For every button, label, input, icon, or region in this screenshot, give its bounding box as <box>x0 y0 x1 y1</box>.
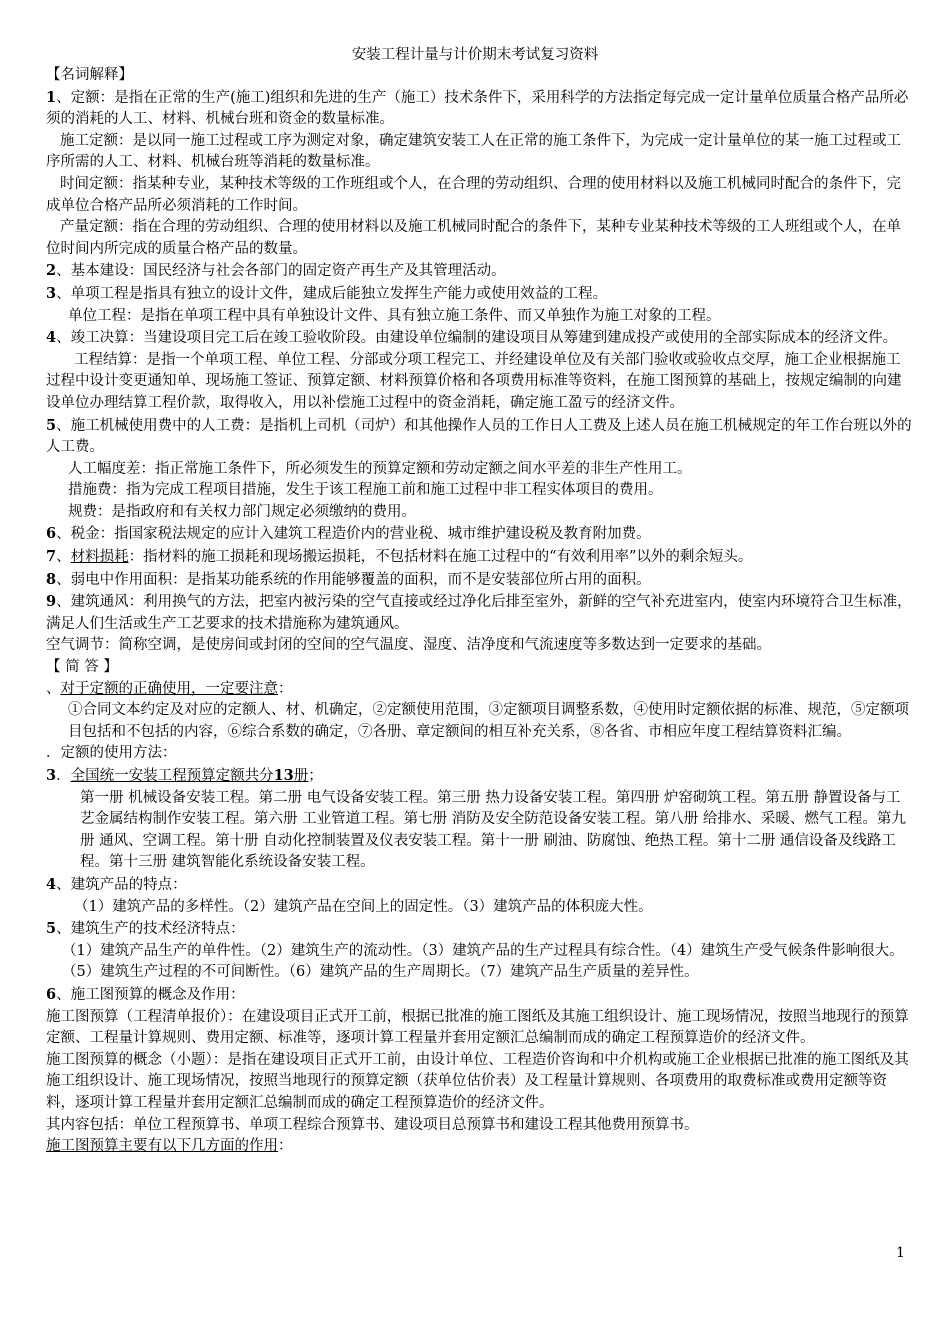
section-heading-short-answer: 【 简 答 】 <box>46 659 118 676</box>
paragraph: 空气调节：简称空调，是使房间或封闭的空间的空气温度、湿度、洁净度和气流速度等多数达到一定要求的基础。 <box>46 637 771 654</box>
answer: ①合同文本约定及对应的定额人、材、机确定，②定额使用范围，③定额项目调整系数，④使用时定额依据的标准、规范，⑤定额项目包括和不包括的内容，⑥综合系数的确定，⑦各册、章定额间的相互补充关系，⑧各省、市相应年度工程结算资料汇编。 <box>68 702 909 740</box>
question: ．定额的使用方法： <box>46 745 177 762</box>
paragraph: 规费：是指政府和有关权力部门规定必须缴纳的费用。 <box>68 503 416 520</box>
question: 5、建筑生产的技术经济特点： <box>46 920 245 938</box>
paragraph: 8、弱电中作用面积：是指某功能系统的作用能够覆盖的面积，而不是安装部位所占用的面积。 <box>46 570 651 588</box>
paragraph: 时间定额：指某种专业，某种技术等级的工作班组或个人，在合理的劳动组织、合理的使用材料以及施工机械同时配合的条件下，完成单位合格产品所必须消耗的工作时间。 <box>46 175 901 214</box>
paragraph: 单位工程：是指在单项工程中具有单独设计文件、具有独立施工条件、而又单独作为施工对象的工程。 <box>68 307 721 324</box>
answer: （1）建筑产品的多样性。（2）建筑产品在空间上的固定性。（3）建筑产品的体积庞大性。 <box>74 898 653 915</box>
answer: 第一册 机械设备安装工程。第二册 电气设备安装工程。第三册 热力设备安装工程。第四册 炉窑砌筑工程。第五册 静置设备与工艺金属结构制作安装工程。第六册 工业管道工程。第七册 消防及安全防范设备安装工程。第八册 给排水、采暖、燃气工程。第九册 通风、空调工程。第十册 自动化控制装置及仪表安装工程。第十一册 刷油、防腐蚀、绝热工程。第十二册 通信设备及线路工程。第十三册 建筑智能化系统设备安装工程。 <box>80 789 906 871</box>
paragraph: 2、基本建设：国民经济与社会各部门的固定资产再生产及其管理活动。 <box>46 262 506 280</box>
paragraph: 7、材料损耗：指材料的施工损耗和现场搬运损耗，不包括材料在施工过程中的“有效利用率”以外的剩余短头。 <box>46 548 753 566</box>
paragraph: 9、建筑通风：利用换气的方法，把室内被污染的空气直接或经过净化后排至室外，新鲜的空气补充进室内，使室内环境符合卫生标准，满足人们生活或生产工艺要求的技术措施称为建筑通风。 <box>46 593 912 632</box>
paragraph: 6、税金：指国家税法规定的应计入建筑工程造价内的营业税、城市维护建设税及教育附加费。 <box>46 525 651 543</box>
page-number: 1 <box>896 1245 905 1261</box>
paragraph: 工程结算：是指一个单项工程、单位工程、分部或分项工程完工、并经建设单位及有关部门验收或验收点交厚，施工企业根据施工过程中设计变更通知单、现场施工签证、预算定额、材料预算价格和各项费用标准等资料，在施工图预算的基础上，按规定编制的向建设单位办理结算工程价款，取得收入，用以补偿施工过程中的资金消耗，确定施工盈亏的经济文件。 <box>46 351 902 411</box>
paragraph: 施工图预算主要有以下几方面的作用： <box>46 1138 293 1155</box>
question: 、对于定额的正确使用，一定要注意： <box>46 680 293 697</box>
paragraph: 4、竣工决算：当建设项目完工后在竣工验收阶段。由建设单位编制的建设项目从筹建到建成投产或使用的全部实际成本的经济文件。 <box>46 329 898 347</box>
question: 6、施工图预算的概念及作用： <box>46 985 245 1003</box>
paragraph: 3、单项工程是指具有独立的设计文件，建成后能独立发挥生产能力或使用效益的工程。 <box>46 284 608 302</box>
document-title: 安装工程计量与计价期末考试复习资料 <box>351 47 599 63</box>
paragraph: 施工图预算（工程清单报价）：在建设项目正式开工前，根据已批准的施工图纸及其施工组织设计、施工现场情况，按照当地现行的预算定额、工程量计算规则、费用定额、标准等，逐项计算工程量并套用定额汇总编制而成的确定工程预算造价的经济文件。 <box>46 1008 909 1047</box>
paragraph: 措施费：指为完成工程项目措施，发生于该工程施工前和施工过程中非工程实体项目的费用。 <box>68 482 663 499</box>
paragraph: 施工定额：是以同一施工过程或工序为测定对象，确定建筑安装工人在正常的施工条件下，为完成一定计量单位的某一施工过程或工序所需的人工、材料、机械台班等消耗的数量标准。 <box>46 132 901 171</box>
paragraph: 其内容包括：单位工程预算书、单项工程综合预算书、建设项目总预算书和建设工程其他费用预算书。 <box>46 1116 699 1133</box>
paragraph: 人工幅度差：指正常施工条件下，所必须发生的预算定额和劳动定额之间水平差的非生产性用工。 <box>68 460 692 477</box>
document-body <box>46 65 912 1158</box>
paragraph: 施工图预算的概念（小题）：是指在建设项目正式开工前，由设计单位、工程造价咨询和中介机构或施工企业根据已批准的施工图纸及其施工组织设计、施工现场情况，按照当地现行的预算定额（获单位估价表）及工程量计算规则、各项费用的取费标准或费用定额等资料，逐项计算工程量并套用定额汇总编制而成的确定工程预算造价的经济文件。 <box>46 1051 909 1111</box>
question: 3．全国统一安装工程预算定额共分13册； <box>46 767 323 784</box>
answer: （1）建筑产品生产的单件性。（2）建筑生产的流动性。（3）建筑产品的生产过程具有综合性。（4）建筑生产受气候条件影响很大。（5）建筑生产过程的不可间断性。（6）建筑产品的生产周期长。（7）建筑产品生产质量的差异性。 <box>62 942 904 981</box>
section-heading-terms: 【名词解释】 <box>46 67 133 83</box>
question: 4、建筑产品的特点： <box>46 875 187 893</box>
paragraph: 产量定额：指在合理的劳动组织、合理的使用材料以及施工机械同时配合的条件下，某种专业某种技术等级的工人班组或个人，在单位时间内所完成的质量合格产品的数量。 <box>46 219 901 257</box>
paragraph: 1、定额：是指在正常的生产(施工)组织和先进的生产（施工）技术条件下，采用科学的方法指定每完成一定计量单位质量合格产品所必须的消耗的人工、材料、机械台班和资金的数量标准。 <box>46 88 909 128</box>
paragraph: 5、施工机械使用费中的人工费：是指机上司机（司炉）和其他操作人员的工作日人工费及上述人员在施工机械规定的年工作台班以外的人工费。 <box>46 416 912 456</box>
